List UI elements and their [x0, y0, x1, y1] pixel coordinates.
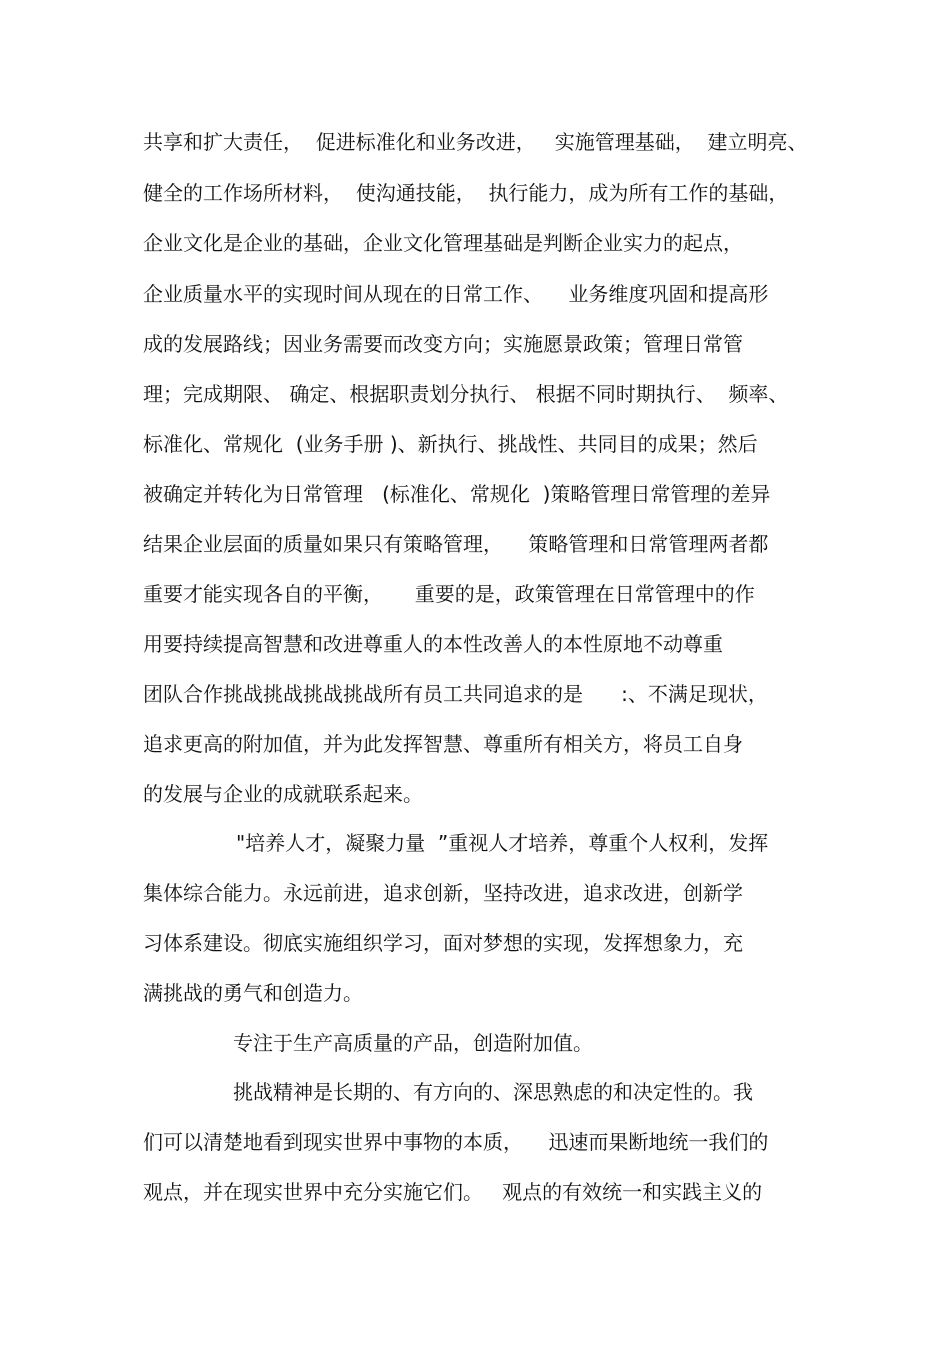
- text-line: 标准化、常规化 (业务手册 )、新执行、挑战性、共同目的成果；然后: [143, 432, 758, 456]
- text-line: 成的发展路线；因业务需要而改变方向；实施愿景政策；管理日常管: [143, 332, 743, 356]
- text-line: 用要持续提高智慧和改进尊重人的本性改善人的本性原地不动尊重: [143, 632, 723, 656]
- text-line: 企业质量水平的实现时间从现在的日常工作、 业务维度巩固和提高形: [143, 282, 769, 306]
- text-line: 集体综合能力。永远前进，追求创新，坚持改进，追求改进，创新学: [143, 881, 743, 905]
- text-line: 满挑战的勇气和创造力。: [143, 981, 363, 1005]
- text-line: 的发展与企业的成就联系起来。: [143, 782, 423, 806]
- text-line: 观点，并在现实世界中充分实施它们。 观点的有效统一和实践主义的: [143, 1180, 763, 1204]
- text-line: 健全的工作场所材料， 使沟通技能， 执行能力，成为所有工作的基础，: [143, 181, 789, 205]
- text-line: 追求更高的附加值，并为此发挥智慧、尊重所有相关方，将员工自身: [143, 732, 743, 756]
- text-line-indented: 挑战精神是长期的、有方向的、深思熟虑的和决定性的。我: [233, 1080, 753, 1104]
- text-line-indented: 专注于生产高质量的产品，创造附加值。: [233, 1031, 593, 1055]
- text-line-indented: "培养人才，凝聚力量 ”重视人才培养，尊重个人权利，发挥: [236, 831, 769, 855]
- text-line: 重要才能实现各自的平衡， 重要的是，政策管理在日常管理中的作: [143, 582, 755, 606]
- text-line: 团队合作挑战挑战挑战挑战所有员工共同追求的是 :、不满足现状，: [143, 682, 768, 706]
- text-line: 企业文化是企业的基础，企业文化管理基础是判断企业实力的起点，: [143, 231, 743, 255]
- text-line: 被确定并转化为日常管理 (标准化、常规化 )策略管理日常管理的差异: [143, 482, 771, 506]
- text-line: 习体系建设。彻底实施组织学习，面对梦想的实现，发挥想象力，充: [143, 931, 743, 955]
- text-line: 共享和扩大责任， 促进标准化和业务改进， 实施管理基础， 建立明亮、: [143, 130, 808, 154]
- text-line: 理；完成期限、 确定、根据职责划分执行、 根据不同时期执行、 频率、: [143, 382, 789, 406]
- text-line: 们可以清楚地看到现实世界中事物的本质， 迅速而果断地统一我们的: [143, 1130, 769, 1154]
- text-line: 结果企业层面的质量如果只有策略管理， 策略管理和日常管理两者都: [143, 532, 769, 556]
